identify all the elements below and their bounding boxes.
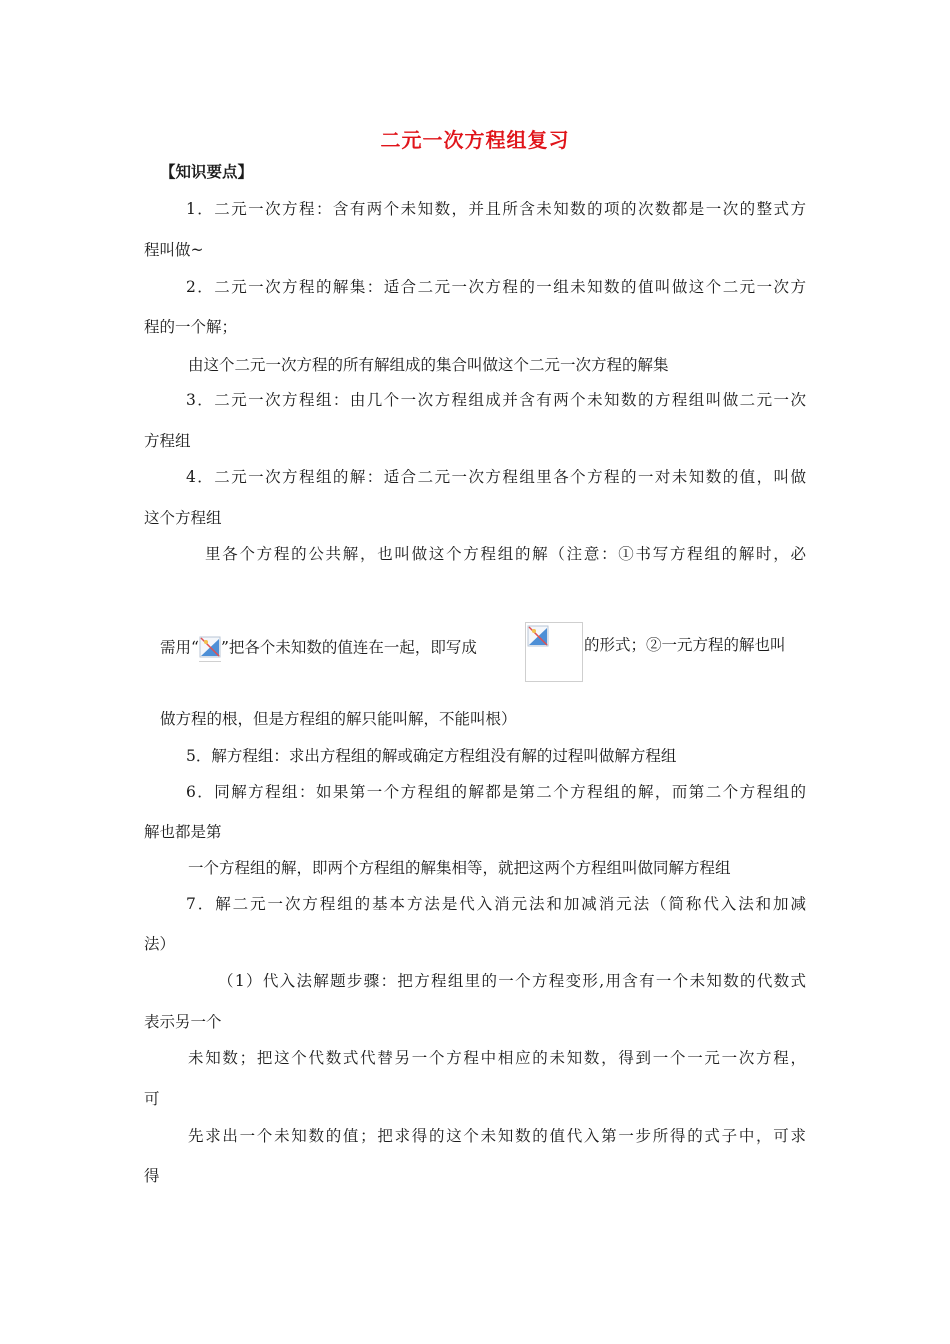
item-4-line-4-mid: ”把各个未知数的值连在一起，即写成: [220, 638, 477, 657]
item-6-line-3: 一个方程组的解，即两个方程组的解集相等，就把这两个方程组叫做同解方程组: [188, 859, 731, 877]
step-1-line-2: 表示另一个: [144, 1013, 222, 1031]
section-heading: 【知识要点】: [160, 162, 254, 181]
broken-image-icon: [527, 624, 549, 648]
item-4-line-2: 这个方程组: [144, 509, 222, 527]
step-1-line-3: 未知数；把这个代数式代替另一个方程中相应的未知数，得到一个一元一次方程，: [188, 1049, 806, 1067]
item-2-line-2: 程的一个解；: [144, 318, 238, 336]
item-2-line-3: 由这个二元一次方程的所有解组成的集合叫做这个二元一次方程的解集: [188, 356, 669, 374]
item-4-line-4-post: 的形式；②一元方程的解也叫: [584, 636, 786, 654]
document-title: 二元一次方程组复习: [380, 128, 570, 152]
item-1-line-2: 程叫做~: [144, 241, 204, 259]
equation-image-frame: [525, 622, 583, 682]
item-3-line-2: 方程组: [144, 432, 191, 450]
item-4-line-1: 4．二元一次方程组的解：适合二元一次方程组里各个方程的一对未知数的值，叫做: [186, 468, 806, 486]
item-4-line-5: 做方程的根，但是方程组的解只能叫解，不能叫根）: [160, 710, 517, 728]
item-4-line-3: 里各个方程的公共解，也叫做这个方程组的解（注意：①书写方程组的解时，必: [205, 545, 806, 563]
item-2-line-1: 2．二元一次方程的解集：适合二元一次方程的一组未知数的值叫做这个二元一次方: [186, 278, 806, 296]
item-3-line-1: 3．二元一次方程组：由几个一次方程组成并含有两个未知数的方程组叫做二元一次: [186, 391, 806, 409]
step-1-line-4: 可: [144, 1090, 160, 1108]
step-1-line-1: （1）代入法解题步骤：把方程组里的一个方程变形,用含有一个未知数的代数式: [218, 972, 806, 990]
item-7-line-2: 法）: [144, 935, 176, 953]
item-7-line-1: 7．解二元一次方程组的基本方法是代入消元法和加减消元法（简称代入法和加减: [186, 895, 806, 913]
item-6-line-2: 解也都是第: [144, 823, 222, 841]
item-4-line-4-pre: 需用“: [160, 638, 199, 657]
broken-image-icon: [199, 635, 221, 662]
item-4-line-4: [160, 635, 477, 662]
item-1-line-1: 1．二元一次方程：含有两个未知数，并且所含未知数的项的次数都是一次的整式方: [186, 200, 806, 218]
step-1-line-6: 得: [144, 1167, 160, 1185]
item-6-line-1: 6．同解方程组：如果第一个方程组的解都是第二个方程组的解，而第二个方程组的: [186, 783, 806, 801]
step-1-line-5: 先求出一个未知数的值；把求得的这个未知数的值代入第一步所得的式子中，可求: [188, 1127, 806, 1145]
item-5-line-1: 5．解方程组：求出方程组的解或确定方程组没有解的过程叫做解方程组: [186, 747, 677, 765]
